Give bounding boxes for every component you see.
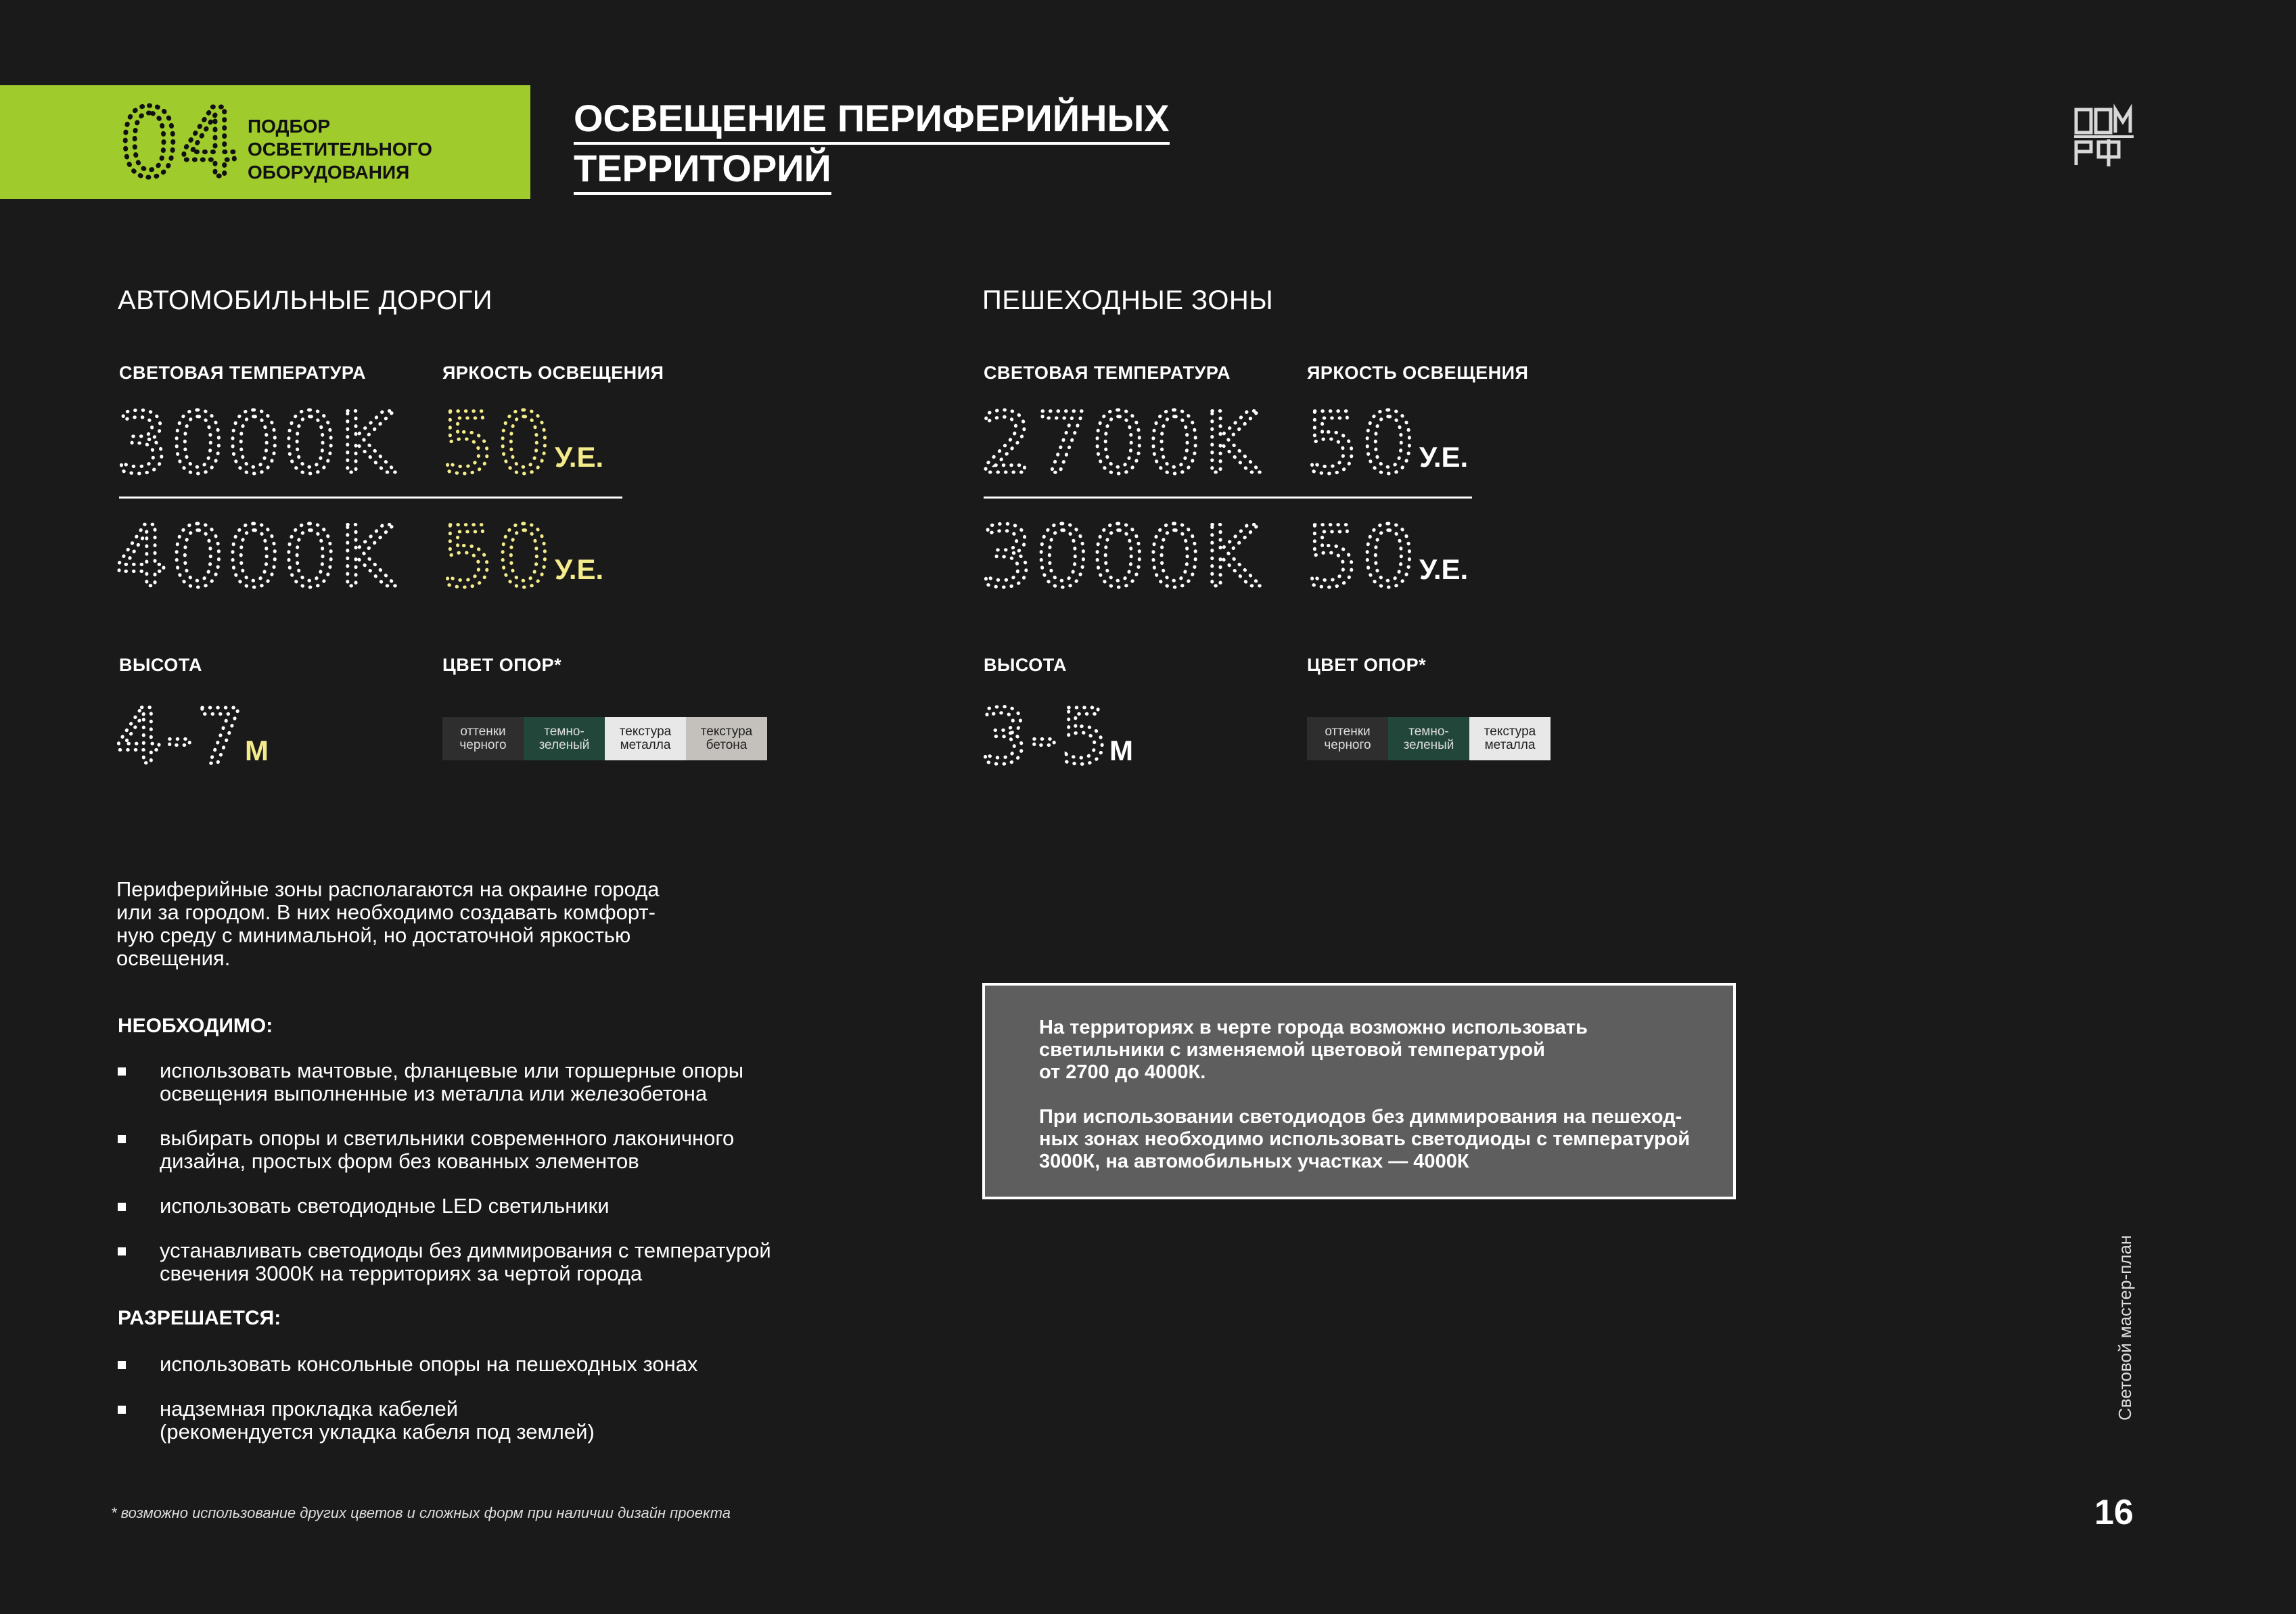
pedestrian-height-unit: М — [1109, 735, 1133, 766]
allowed-heading: РАЗРЕШАЕТСЯ: — [118, 1307, 281, 1329]
page-title-line1: ОСВЕЩЕНИЕ ПЕРИФЕРИЙНЫХ — [574, 95, 1170, 145]
roads-temp-2 — [115, 509, 453, 606]
pedestrian-color-label: ЦВЕТ ОПОР* — [1307, 655, 1427, 675]
list-item: использовать консольные опоры на пешеходных зонах — [118, 1353, 862, 1380]
roads-brightness-2-text: 50 — [441, 509, 553, 606]
roads-brightness-label: ЯРКОСТЬ ОСВЕЩЕНИЯ — [442, 363, 664, 383]
roads-heading: АВТОМОБИЛЬНЫЕ ДОРОГИ — [118, 285, 492, 315]
section-label-line2: ОБОРУДОВАНИЯ — [248, 162, 410, 183]
pedestrian-height-value-text: 3-5 — [980, 693, 1111, 781]
roads-swatch-row — [442, 717, 767, 760]
pedestrian-temp-label: СВЕТОВАЯ ТЕМПЕРАТУРА — [984, 363, 1231, 383]
roads-swatch-black: оттенки черного — [442, 717, 524, 760]
section-number-text: 04 — [119, 89, 240, 199]
roads-temp-1 — [115, 395, 453, 492]
pedestrian-temp-1-text: 2700K — [980, 395, 1262, 492]
roads-temp-2-text: 4000K — [115, 509, 397, 606]
list-item: надземная прокладка кабелей (рекомендуется укладка кабеля под землей) — [118, 1398, 862, 1452]
list-item: устанавливать светодиоды без диммирования с температурой свечения 3000К на территориях за чертой города — [118, 1239, 862, 1293]
roads-height-value-text: 4-7 — [115, 693, 247, 781]
roads-temp-1-text: 3000K — [115, 395, 397, 492]
pedestrian-brightness-2-text: 50 — [1306, 509, 1418, 606]
roads-brightness-1 — [441, 395, 553, 492]
pedestrian-height-value — [980, 693, 1115, 781]
pedestrian-temp-2 — [980, 509, 1318, 606]
roads-swatch-concrete: текстура бетона — [686, 717, 767, 760]
list-item: использовать светодиодные LED светильники — [118, 1195, 862, 1222]
roads-height-label: ВЫСОТА — [119, 655, 203, 675]
bullet-icon — [118, 1135, 126, 1143]
pedestrian-heading: ПЕШЕХОДНЫЕ ЗОНЫ — [982, 285, 1274, 315]
section-label-line1: ПОДБОР ОСВЕТИТЕЛЬНОГО — [248, 116, 432, 160]
pedestrian-swatch-row — [1307, 717, 1551, 760]
info-box — [982, 983, 1736, 1199]
pedestrian-height-label: ВЫСОТА — [984, 655, 1067, 675]
pedestrian-brightness-1-text: 50 — [1306, 395, 1418, 492]
roads-divider — [119, 497, 622, 499]
bullet-icon — [118, 1361, 126, 1369]
pedestrian-unit-2: У.Е. — [1419, 553, 1469, 585]
bullet-icon — [118, 1067, 126, 1076]
bullet-icon — [118, 1247, 126, 1255]
intro-paragraph: Периферийные зоны располагаются на окраине города или за городом. В них необходимо создавать комфорт- ную среду с минимальной, но достаточной яркостью освещения. — [116, 877, 660, 970]
pedestrian-unit-1: У.Е. — [1419, 441, 1469, 473]
roads-temp-label: СВЕТОВАЯ ТЕМПЕРАТУРА — [119, 363, 367, 383]
pedestrian-temp-2-text: 3000K — [980, 509, 1262, 606]
pedestrian-brightness-1 — [1306, 395, 1418, 492]
bullet-icon — [118, 1203, 126, 1211]
footnote: * возможно использование других цветов и сложных форм при наличии дизайн проекта — [111, 1504, 731, 1521]
roads-color-label: ЦВЕТ ОПОР* — [442, 655, 562, 675]
roads-swatch-metal: текстура металла — [605, 717, 686, 760]
page-number: 16 — [2094, 1493, 2134, 1532]
pedestrian-brightness-label: ЯРКОСТЬ ОСВЕЩЕНИЯ — [1307, 363, 1529, 383]
info-paragraph-2: При использовании светодиодов без диммирования на пешеход- ных зонах необходимо использовать светодиоды с температурой 3000К, на автомобильных участках — 4000К — [1039, 1106, 1691, 1172]
pedestrian-temp-1 — [980, 395, 1318, 492]
pedestrian-swatch-black: оттенки черного — [1307, 717, 1388, 760]
roads-brightness-2 — [441, 509, 553, 606]
roads-swatch-green: темно- зеленый — [524, 717, 605, 760]
section-label — [248, 115, 518, 184]
roads-unit-2: У.Е. — [555, 553, 604, 585]
section-number — [119, 89, 240, 199]
pedestrian-divider — [984, 497, 1472, 499]
bullet-icon — [118, 1406, 126, 1414]
roads-height-unit: М — [245, 735, 269, 766]
dom-rf-logo-icon — [2074, 107, 2135, 168]
roads-unit-1: У.Е. — [555, 441, 604, 473]
pedestrian-brightness-2 — [1306, 509, 1418, 606]
vertical-label: Световой мастер-план — [2115, 1235, 2135, 1421]
page-title-line2: ТЕРРИТОРИЙ — [574, 145, 831, 195]
roads-height-value — [115, 693, 250, 781]
pedestrian-swatch-green: темно- зеленый — [1388, 717, 1469, 760]
list-item: использовать мачтовые, фланцевые или торшерные опоры освещения выполненные из металла или железобетона — [118, 1059, 862, 1113]
info-paragraph-1: На территориях в черте города возможно использовать светильники с изменяемой цветовой температурой от 2700 до 4000К. — [1039, 1017, 1588, 1083]
roads-brightness-1-text: 50 — [441, 395, 553, 492]
pedestrian-swatch-metal: текстура металла — [1469, 717, 1551, 760]
list-item: выбирать опоры и светильники современного лаконичного дизайна, простых форм без кованных элементов — [118, 1127, 862, 1181]
required-heading: НЕОБХОДИМО: — [118, 1015, 273, 1037]
page-title — [574, 95, 1183, 195]
